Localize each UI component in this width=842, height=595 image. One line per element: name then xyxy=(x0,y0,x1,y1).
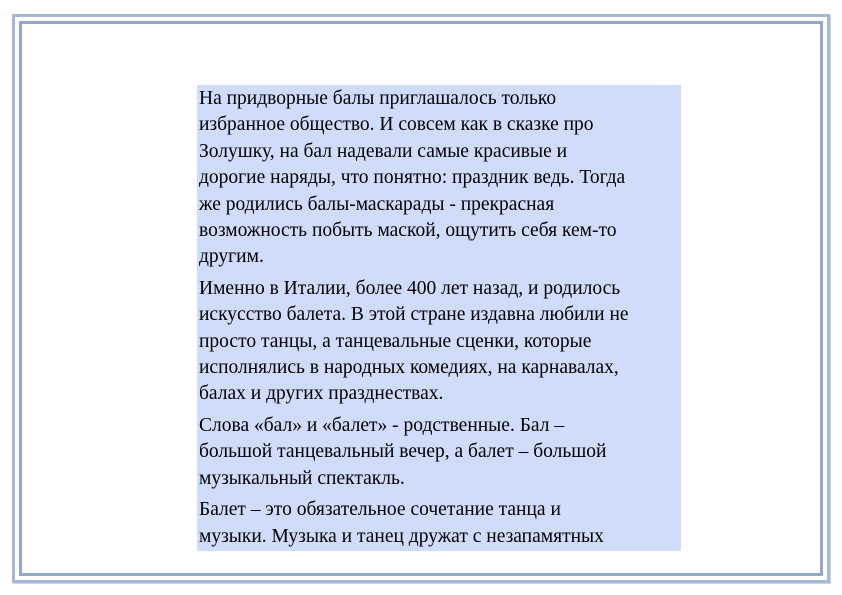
text-line: музыки. Музыка и танец дружат с незапамятных xyxy=(199,525,604,547)
paragraph-ballet xyxy=(199,497,681,550)
text-box xyxy=(197,85,681,551)
text-line: избранное общество. И совсем как в сказке про xyxy=(199,114,594,136)
text-line: музыкальный спектакль. xyxy=(199,467,405,489)
text-line: просто танцы, а танцевальные сценки, которые xyxy=(199,330,592,352)
text-line: другим. xyxy=(199,246,264,268)
text-line: большой танцевальный вечер, а балет – большой xyxy=(199,441,607,463)
text-line: Именно в Италии, более 400 лет назад, и родилось xyxy=(199,277,621,299)
text-line: балах и других празднествах. xyxy=(199,383,444,405)
text-line: искусство балета. В этой стране издавна любили не xyxy=(199,304,629,326)
paragraph-balls xyxy=(199,86,681,271)
text-line: Балет – это обязательное сочетание танца и xyxy=(199,499,561,521)
text-line: дорогие наряды, что понятно: праздник ведь. Тогда xyxy=(199,167,626,189)
text-line: возможность побыть маской, ощутить себя кем-то xyxy=(199,220,617,242)
text-line: же родились балы-маскарады - прекрасная xyxy=(199,193,555,215)
text-line: Слова «бал» и «балет» - родственные. Бал – xyxy=(199,414,565,436)
text-line: На придворные балы приглашалось только xyxy=(199,88,557,109)
paragraph-words xyxy=(199,413,681,492)
text-line: исполнялись в народных комедиях, на карнавалах, xyxy=(199,357,619,379)
text-line: Золушку, на бал надевали самые красивые и xyxy=(199,140,568,162)
paragraph-italy xyxy=(199,276,681,408)
